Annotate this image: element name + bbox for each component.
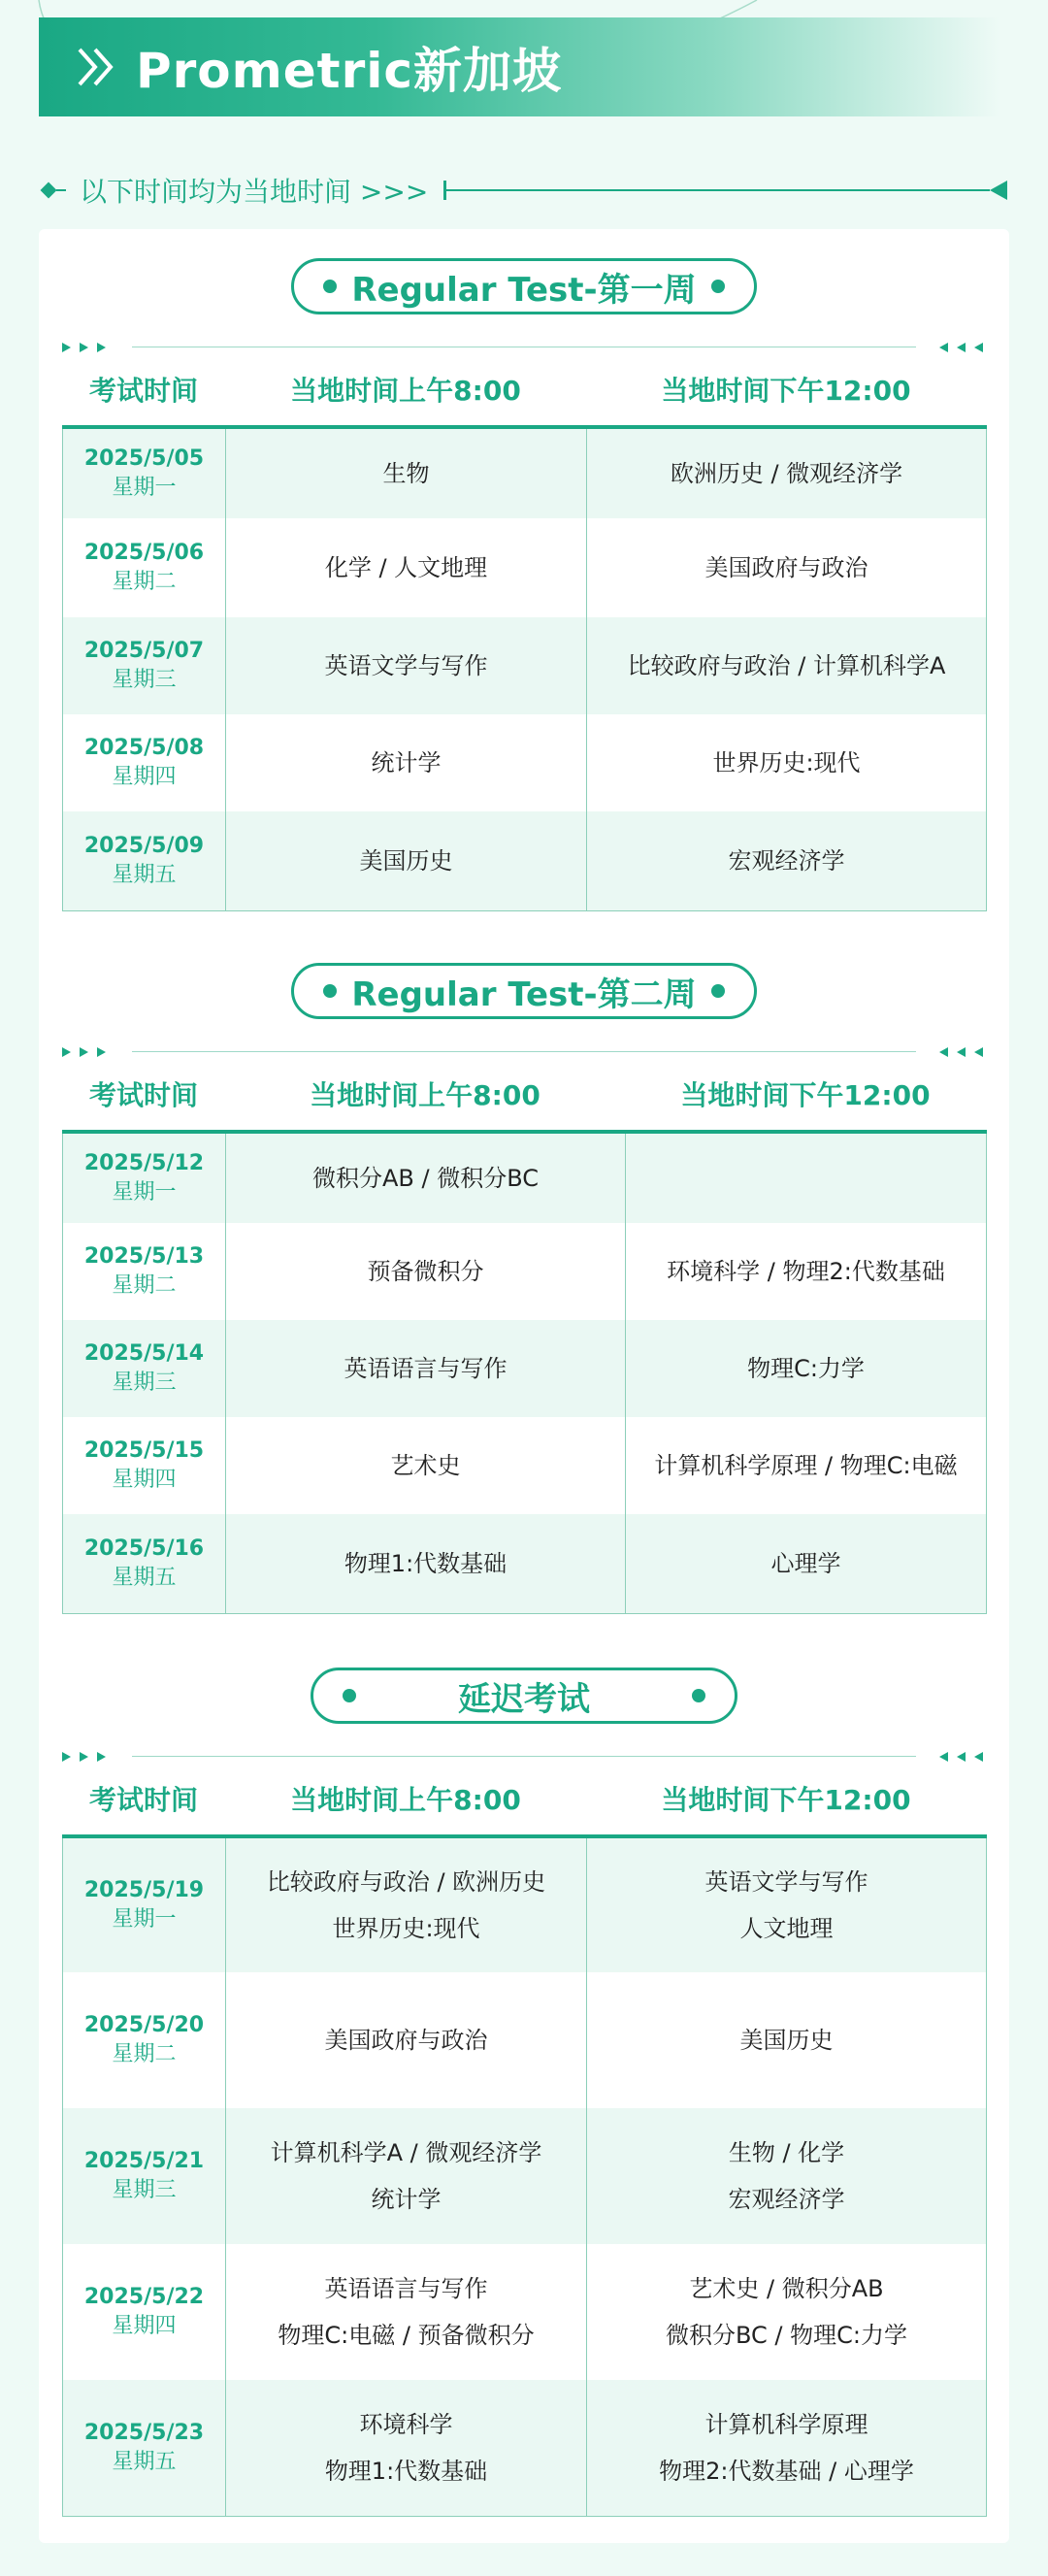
afternoon-subject-cell: [587, 1836, 987, 1972]
header-exam-time: 考试时间: [88, 1784, 198, 1816]
subject-text: 统计学: [371, 749, 442, 776]
subject-text: 比较政府与政治 / 欧洲历史: [266, 1868, 546, 1896]
afternoon-subject-cell: [626, 1223, 987, 1320]
header-morning: 当地时间上午8:00: [310, 1079, 540, 1111]
time-note-row: [39, 173, 1009, 208]
date-cell: [63, 1836, 226, 1972]
date-cell: [63, 1514, 226, 1613]
subject-text: 艺术史: [390, 1452, 461, 1479]
diamond-icon: [41, 182, 57, 199]
table-row: [63, 427, 987, 518]
subject-text: 物理C:电磁 / 预备微积分: [278, 2322, 535, 2349]
header-afternoon: 当地时间下午12:00: [661, 375, 911, 407]
exam-weekday: 星期一: [112, 1180, 177, 1205]
section-divider: [62, 1044, 986, 1060]
morning-subject-cell: [226, 1223, 626, 1320]
triangle-right-icon: [97, 343, 106, 352]
afternoon-subject-cell: [587, 617, 987, 714]
time-note: 以下时间均为当地时间 >>>: [80, 176, 429, 208]
afternoon-subject-cell: [587, 2108, 987, 2244]
exam-weekday: 星期四: [112, 1468, 177, 1492]
section-divider: [62, 1749, 986, 1765]
header-morning: 当地时间上午8:00: [290, 375, 521, 407]
section-divider: [62, 340, 986, 355]
date-cell: [63, 1223, 226, 1320]
table-row: [63, 811, 987, 910]
subject-text: 美国历史: [359, 846, 453, 875]
date-cell: [63, 714, 226, 811]
subject-text: 物理1:代数基础: [324, 2457, 488, 2485]
exam-weekday: 星期三: [112, 668, 177, 692]
exam-weekday: 星期四: [112, 765, 177, 789]
table-row: [63, 1132, 987, 1223]
subject-text: 环境科学: [359, 2410, 453, 2438]
triangle-left-icon: [974, 1752, 983, 1762]
subject-text: 艺术史 / 微积分AB: [689, 2275, 884, 2302]
subject-text: 比较政府与政治 / 计算机科学A: [627, 652, 946, 679]
triangle-left-icon: [939, 1752, 948, 1762]
subject-text: 宏观经济学: [728, 846, 845, 875]
subject-text: 计算机科学原理: [704, 2410, 868, 2438]
morning-subject-cell: [226, 2108, 587, 2244]
table-row: [63, 518, 987, 617]
triangle-right-icon: [97, 1047, 106, 1057]
triangle-right-icon: [80, 343, 88, 352]
subject-text: 预备微积分: [367, 1258, 484, 1285]
afternoon-subject-cell: [626, 1514, 987, 1613]
triangle-right-icon: [62, 1047, 71, 1057]
bullet-dot-icon: [323, 984, 337, 998]
header-afternoon: 当地时间下午12:00: [661, 1784, 911, 1816]
triangle-left-icon: [957, 343, 966, 352]
table-row: [63, 1514, 987, 1613]
subject-text: 计算机科学原理 / 物理C:电磁: [654, 1452, 958, 1479]
afternoon-subject-cell: [626, 1320, 987, 1417]
column-header-row: [39, 1072, 1009, 1120]
subject-text: 微积分BC / 物理C:力学: [666, 2322, 907, 2349]
section-title-pill: [291, 963, 757, 1019]
exam-date: 2025/5/14: [83, 1341, 205, 1366]
subject-text: 英语语言与写作: [344, 1355, 508, 1382]
triangle-left-icon: [974, 343, 983, 352]
exam-date: 2025/5/09: [83, 833, 205, 858]
date-cell: [63, 617, 226, 714]
subject-text: 宏观经济学: [728, 2186, 845, 2213]
exam-date: 2025/5/12: [83, 1151, 205, 1175]
subject-text: 生物: [382, 460, 430, 487]
date-cell: [63, 427, 226, 518]
exam-weekday: 星期三: [112, 2178, 177, 2202]
note-dash: [56, 189, 66, 191]
exam-weekday: 星期五: [112, 2449, 177, 2474]
subject-text: 英语文学与写作: [704, 1868, 868, 1896]
exam-date: 2025/5/07: [83, 639, 205, 663]
section-title-pill: [311, 1668, 737, 1724]
afternoon-subject-cell: [626, 1132, 987, 1223]
section-title-pill: [291, 258, 757, 314]
morning-subject-cell: [226, 518, 587, 617]
bullet-dot-icon: [711, 280, 725, 293]
date-cell: [63, 1972, 226, 2108]
bullet-dot-icon: [323, 280, 337, 293]
table-row: [63, 2380, 987, 2516]
section-title: 延迟考试: [458, 1679, 590, 1719]
bullet-dot-icon: [692, 1689, 705, 1702]
schedule-table: [62, 1130, 987, 1614]
note-rule: [445, 189, 990, 191]
exam-weekday: 星期一: [112, 476, 177, 500]
afternoon-subject-cell: [587, 1972, 987, 2108]
exam-weekday: 星期五: [112, 862, 177, 887]
exam-date: 2025/5/23: [83, 2420, 205, 2445]
exam-weekday: 星期五: [112, 1565, 177, 1590]
subject-text: 美国历史: [739, 2027, 834, 2054]
table-row: [63, 714, 987, 811]
morning-subject-cell: [226, 1972, 587, 2108]
afternoon-subject-cell: [587, 427, 987, 518]
header-morning: 当地时间上午8:00: [290, 1784, 521, 1816]
afternoon-subject-cell: [587, 714, 987, 811]
page-title: Prometric新加坡: [136, 43, 563, 99]
exam-date: 2025/5/21: [83, 2149, 205, 2173]
subject-text: 英语文学与写作: [324, 652, 488, 679]
triangle-left-icon: [939, 1047, 948, 1057]
subject-text: 化学 / 人文地理: [324, 554, 488, 581]
table-row: [63, 2244, 987, 2380]
afternoon-subject-cell: [587, 518, 987, 617]
column-header-row: [39, 1776, 1009, 1825]
section-title: Regular Test-第二周: [351, 974, 697, 1014]
exam-date: 2025/5/20: [83, 2013, 205, 2037]
exam-date: 2025/5/15: [83, 1438, 205, 1463]
exam-weekday: 星期二: [112, 570, 177, 594]
morning-subject-cell: [226, 1320, 626, 1417]
schedule-table: [62, 425, 987, 911]
afternoon-subject-cell: [587, 2244, 987, 2380]
exam-date: 2025/5/16: [83, 1536, 205, 1561]
date-cell: [63, 1320, 226, 1417]
subject-text: 世界历史:现代: [712, 749, 861, 776]
subject-text: 美国政府与政治: [324, 2027, 488, 2054]
morning-subject-cell: [226, 811, 587, 910]
date-cell: [63, 1417, 226, 1514]
morning-subject-cell: [226, 714, 587, 811]
table-row: [63, 2108, 987, 2244]
exam-weekday: 星期二: [112, 1273, 177, 1298]
triangle-left-icon: [957, 1752, 966, 1762]
subject-text: 人文地理: [739, 1915, 834, 1942]
title-banner: [39, 17, 999, 116]
exam-date: 2025/5/08: [83, 736, 205, 760]
table-row: [63, 1223, 987, 1320]
subject-text: 生物 / 化学: [728, 2139, 845, 2166]
triangle-right-icon: [80, 1047, 88, 1057]
table-row: [63, 1320, 987, 1417]
schedule-card: [39, 229, 1009, 2543]
table-row: [63, 1417, 987, 1514]
exam-weekday: 星期二: [112, 2042, 177, 2066]
section-title: Regular Test-第一周: [351, 270, 697, 310]
afternoon-subject-cell: [587, 811, 987, 910]
divider-line: [132, 1756, 916, 1757]
morning-subject-cell: [226, 1836, 587, 1972]
subject-text: 心理学: [770, 1549, 841, 1577]
double-chevron-icon: [74, 44, 120, 90]
bullet-dot-icon: [343, 1689, 356, 1702]
date-cell: [63, 2380, 226, 2516]
afternoon-subject-cell: [626, 1417, 987, 1514]
triangle-left-icon: [957, 1047, 966, 1057]
table-row: [63, 1836, 987, 1972]
subject-text: 统计学: [371, 2186, 442, 2213]
morning-subject-cell: [226, 2380, 587, 2516]
subject-text: 环境科学 / 物理2:代数基础: [667, 1258, 945, 1285]
triangle-right-icon: [80, 1752, 88, 1762]
morning-subject-cell: [226, 617, 587, 714]
header-exam-time: 考试时间: [88, 1079, 198, 1111]
date-cell: [63, 2108, 226, 2244]
morning-subject-cell: [226, 1132, 626, 1223]
divider-line: [132, 1051, 916, 1052]
exam-date: 2025/5/05: [83, 446, 205, 471]
exam-weekday: 星期一: [112, 1907, 177, 1932]
triangle-right-icon: [97, 1752, 106, 1762]
subject-text: 微积分AB / 微积分BC: [311, 1165, 540, 1192]
table-row: [63, 1972, 987, 2108]
header-afternoon: 当地时间下午12:00: [680, 1079, 931, 1111]
header-exam-time: 考试时间: [88, 375, 198, 407]
table-row: [63, 617, 987, 714]
column-header-row: [39, 367, 1009, 415]
arrow-tip-icon: [990, 181, 1007, 200]
date-cell: [63, 518, 226, 617]
exam-weekday: 星期四: [112, 2314, 177, 2338]
subject-text: 物理2:代数基础 / 心理学: [659, 2457, 914, 2485]
subject-text: 世界历史:现代: [332, 1915, 480, 1942]
triangle-right-icon: [62, 1752, 71, 1762]
exam-date: 2025/5/06: [83, 541, 205, 565]
subject-text: 欧洲历史 / 微观经济学: [670, 460, 903, 487]
bullet-dot-icon: [711, 984, 725, 998]
date-cell: [63, 2244, 226, 2380]
morning-subject-cell: [226, 2244, 587, 2380]
subject-text: 物理1:代数基础: [344, 1549, 508, 1577]
triangle-right-icon: [62, 343, 71, 352]
exam-date: 2025/5/22: [83, 2285, 205, 2309]
subject-text: 物理C:力学: [747, 1355, 865, 1382]
date-cell: [63, 1132, 226, 1223]
afternoon-subject-cell: [587, 2380, 987, 2516]
date-cell: [63, 811, 226, 910]
subject-text: 英语语言与写作: [324, 2275, 488, 2302]
morning-subject-cell: [226, 427, 587, 518]
triangle-left-icon: [939, 343, 948, 352]
exam-date: 2025/5/13: [83, 1244, 205, 1269]
exam-date: 2025/5/19: [83, 1878, 205, 1902]
morning-subject-cell: [226, 1514, 626, 1613]
schedule-table: [62, 1834, 987, 2517]
triangle-left-icon: [974, 1047, 983, 1057]
subject-text: 计算机科学A / 微观经济学: [270, 2139, 542, 2166]
subject-text: 美国政府与政治: [704, 554, 868, 581]
morning-subject-cell: [226, 1417, 626, 1514]
exam-weekday: 星期三: [112, 1371, 177, 1395]
